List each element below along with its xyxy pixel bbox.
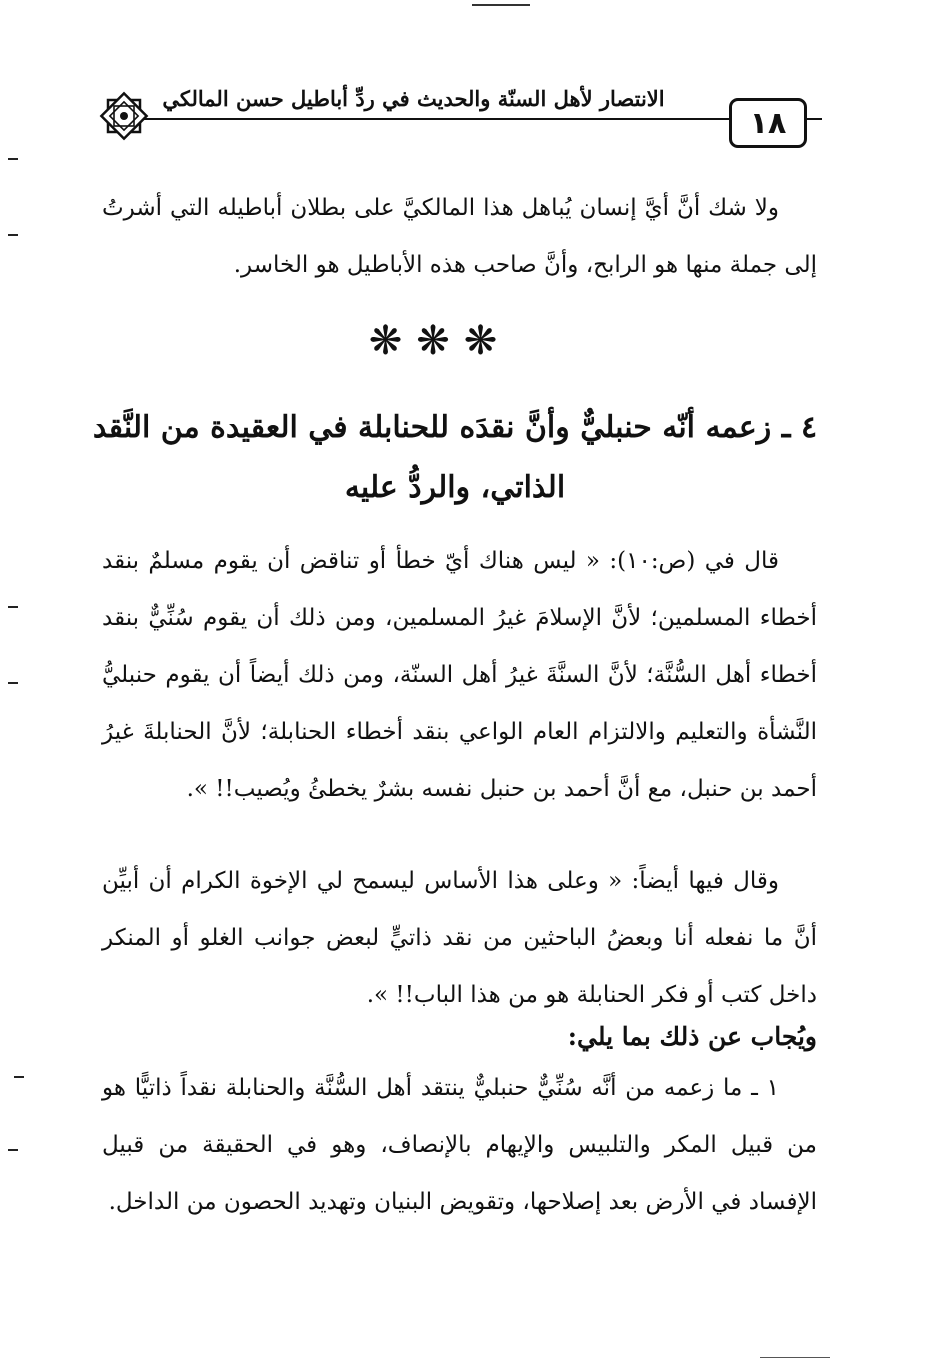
header-rule: [138, 118, 738, 120]
bottom-scan-rule: [760, 1357, 830, 1358]
margin-mark: [14, 1076, 24, 1078]
margin-mark: [8, 234, 18, 236]
section-heading: ٤ ـ زعمه أنّه حنبليٌّ وأنَّ نقدَه للحنابلة في العقيدة من النَّقد الذاتي، والردُّ عليه: [92, 410, 818, 505]
section-separator: ❋❋❋: [368, 318, 512, 364]
quote-paragraph-1: قال في (ص:١٠): « ليس هناك أيّ خطأ أو تناقض أن يقوم مسلمٌ بنقد أخطاء المسلمين؛ لأنَّ الإسلامَ غيرُ المسلمين، ومن ذلك أن يقوم سُنِّيٌّ بنقد أخطاء أهل السُّنَّة؛ لأنَّ السنَّةَ غيرُ أهل السنّة، ومن ذلك أيضاً أن يقوم حنبليُّ النَّشأة والتعليم والالتزام العام الواعي بنقد أخطاء الحنابلة؛ لأنَّ الحنابلةَ غيرُ أحمد بن حنبل، مع أنَّ أحمد بن حنبل نفسه بشرٌ يخطئُ ويُصيب!! ».: [102, 548, 817, 802]
top-scan-rule: [472, 4, 530, 6]
intro-paragraph: ولا شك أنَّ أيَّ إنسان يُباهل هذا المالكيَّ على بطلان أباطيله التي أشرتُ إلى جملة منها هو الرابح، وأنَّ صاحب هذه الأباطيل هو الخاسر.: [102, 195, 817, 278]
point-1-paragraph: ١ ـ ما زعمه من أنَّه سُنِّيٌّ حنبليٌّ ينتقد أهل السُّنَّة والحنابلة نقداً ذاتيًّا هو من قبيل المكر والتلبيس والإيهام بالإنصاف، وهو في الحقيقة من قبيل الإفساد في الأرض بعد إصلاحها، وتقويض البنيان وتهديد الحصون من الداخل.: [102, 1075, 817, 1215]
page-number: ١٨: [729, 98, 807, 148]
running-title: الانتصار لأهل السنّة والحديث في ردِّ أباطيل حسن المالكي: [162, 86, 665, 111]
margin-mark: [8, 1149, 18, 1151]
page-header: [92, 80, 822, 150]
margin-mark: [8, 606, 18, 608]
quote-paragraph-2: وقال فيها أيضاً: « وعلى هذا الأساس ليسمح لي الإخوة الكرام أن أبيِّن أنَّ ما نفعله أنا وبعضُ الباحثين من نقد ذاتيٍّ لبعض جوانب الغلو أو المنكر داخل كتب أو فكر الحنابلة هو من هذا الباب!! ».: [102, 868, 817, 1008]
response-heading: ويُجاب عن ذلك بما يلي:: [567, 1022, 817, 1051]
margin-mark: [8, 682, 18, 684]
margin-mark: [8, 158, 18, 160]
eight-point-star-ornament-icon: [96, 88, 152, 144]
